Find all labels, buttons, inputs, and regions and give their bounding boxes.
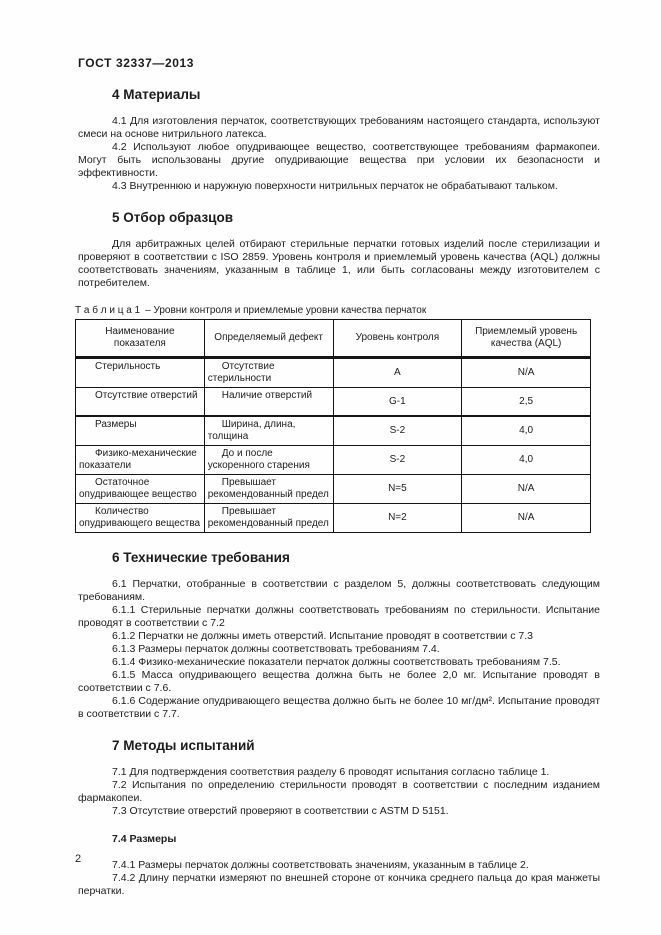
table-cell: 4,0 [462,446,591,475]
paragraph-6-1: 6.1 Перчатки, отобранные в соответствии с разделом 5, должны соответствовать следующим требованиям. [78,578,600,603]
section-7-heading: 7 Методы испытаний [112,738,255,753]
table-cell: Физико-механические показатели [76,446,205,475]
table-cell: Ширина, длина, толщина [204,416,333,446]
page-number: 2 [75,853,82,865]
paragraph-7-4-2: 7.4.2 Длину перчатки измеряют по внешней стороне от кончика среднего пальца до края манжеты перчатки. [78,872,600,897]
paragraph-4-3: 4.3 Внутреннюю и наружную поверхности нитрильных перчаток не обрабатывают тальком. [112,180,558,192]
paragraph-6-1-5: 6.1.5 Масса опудривающего вещества должна быть не более 2,0 мг. Испытание проводят в соответствии с 7.6. [78,669,600,694]
table-header-row [76,320,591,358]
paragraph-6-1-2: 6.1.2 Перчатки не должны иметь отверстий. Испытание проводят в соответствии с 7.3 [112,630,533,642]
table-cell: G-1 [333,388,462,417]
table-1-caption [75,305,600,317]
table-cell: N/A [462,504,591,533]
paragraph-5-intro: Для арбитражных целей отбирают стерильные перчатки готовых изделий после стерилизации и проверяют в соответствии с ISO 2859. Уровень контроля и приемлемый уровень качества (AQL) должны соответствовать значениям, указанным в таблице 1, или быть согласованы между изготовителем с потребителем. [78,238,600,289]
table-cell: 4,0 [462,416,591,446]
table-cell: N=5 [333,475,462,504]
paragraph-4-1: 4.1 Для изготовления перчаток, соответствующих требованиям настоящего стандарта, используют смеси на основе нитрильного латекса. [78,115,600,140]
table-cell: Отсутствие стерильности [204,358,333,388]
paragraph-7-4-1: 7.4.1 Размеры перчаток должны соответствовать значениям, указанным в таблице 2. [112,859,529,871]
table-cell: N/A [462,358,591,388]
table-cell: До и после ускоренного старения [204,446,333,475]
paragraph-6-1-3: 6.1.3 Размеры перчаток должны соответствовать требованиям 7.4. [112,643,440,655]
table-cell: Превышает рекомендованный предел [204,504,333,533]
table-cell: Превышает рекомендованный предел [204,475,333,504]
table-1-caption-text: – Уровни контроля и приемлемые уровни качества перчаток [145,305,427,316]
table-cell: Наличие отверстий [204,388,333,417]
table-cell: N/A [462,475,591,504]
table-cell: S-2 [333,446,462,475]
table-cell: N=2 [333,504,462,533]
table-cell: Размеры [76,416,205,446]
col-header-indicator: Наименование показателя [76,320,205,358]
table-cell: Отсутствие отверстий [76,388,205,417]
paragraph-6-1-4: 6.1.4 Физико-механические показатели перчаток должны соответствовать требованиям 7.5. [112,656,561,668]
table-row [76,416,591,446]
paragraph-4-2: 4.2 Используют любое опудривающее вещество, соответствующее требованиям фармакопеи. Могут быть использованы другие опудривающие вещества при условии их безопасности и эффективности. [78,141,600,179]
table-row [76,504,591,533]
paragraph-6-1-6: 6.1.6 Содержание опудривающего вещества должно быть не более 10 мг/дм². Испытание проводят в соответствии с 7.7. [78,695,600,720]
table-cell: Остаточное опудривающее вещество [76,475,205,504]
section-6-heading: 6 Технические требования [112,550,290,565]
page-content [75,56,600,898]
table-row [76,388,591,417]
paragraph-7-3: 7.3 Отсутствие отверстий проверяют в соответствии с ASTM D 5151. [112,805,449,817]
table-1-caption-label: Т а б л и ц а 1 [75,305,141,316]
paragraph-6-1-1: 6.1.1 Стерильные перчатки должны соответствовать требованиям по стерильности. Испытание проводят в соответствии с 7.2 [78,604,600,629]
paragraph-7-1: 7.1 Для подтверждения соответствия разделу 6 проводят испытания согласно таблице 1. [112,766,550,778]
table-cell: S-2 [333,416,462,446]
table-cell: Количество опудривающего вещества [76,504,205,533]
table-row [76,358,591,388]
section-4-heading: 4 Материалы [112,87,201,102]
table-cell: 2,5 [462,388,591,417]
col-header-aql: Приемлемый уровень качества (AQL) [462,320,591,358]
table-1 [75,319,591,533]
paragraph-7-2: 7.2 Испытания по определению стерильности проводят в соответствии с последним изданием фармакопеи. [78,779,600,804]
col-header-control-level: Уровень контроля [333,320,462,358]
subsection-7-4-heading: 7.4 Размеры [112,833,177,845]
col-header-defect: Определяемый дефект [204,320,333,358]
table-cell: А [333,358,462,388]
section-5-heading: 5 Отбор образцов [112,210,234,225]
table-cell: Стерильность [76,358,205,388]
doc-standard-number: ГОСТ 32337—2013 [78,56,195,70]
table-row [76,446,591,475]
table-row [76,475,591,504]
